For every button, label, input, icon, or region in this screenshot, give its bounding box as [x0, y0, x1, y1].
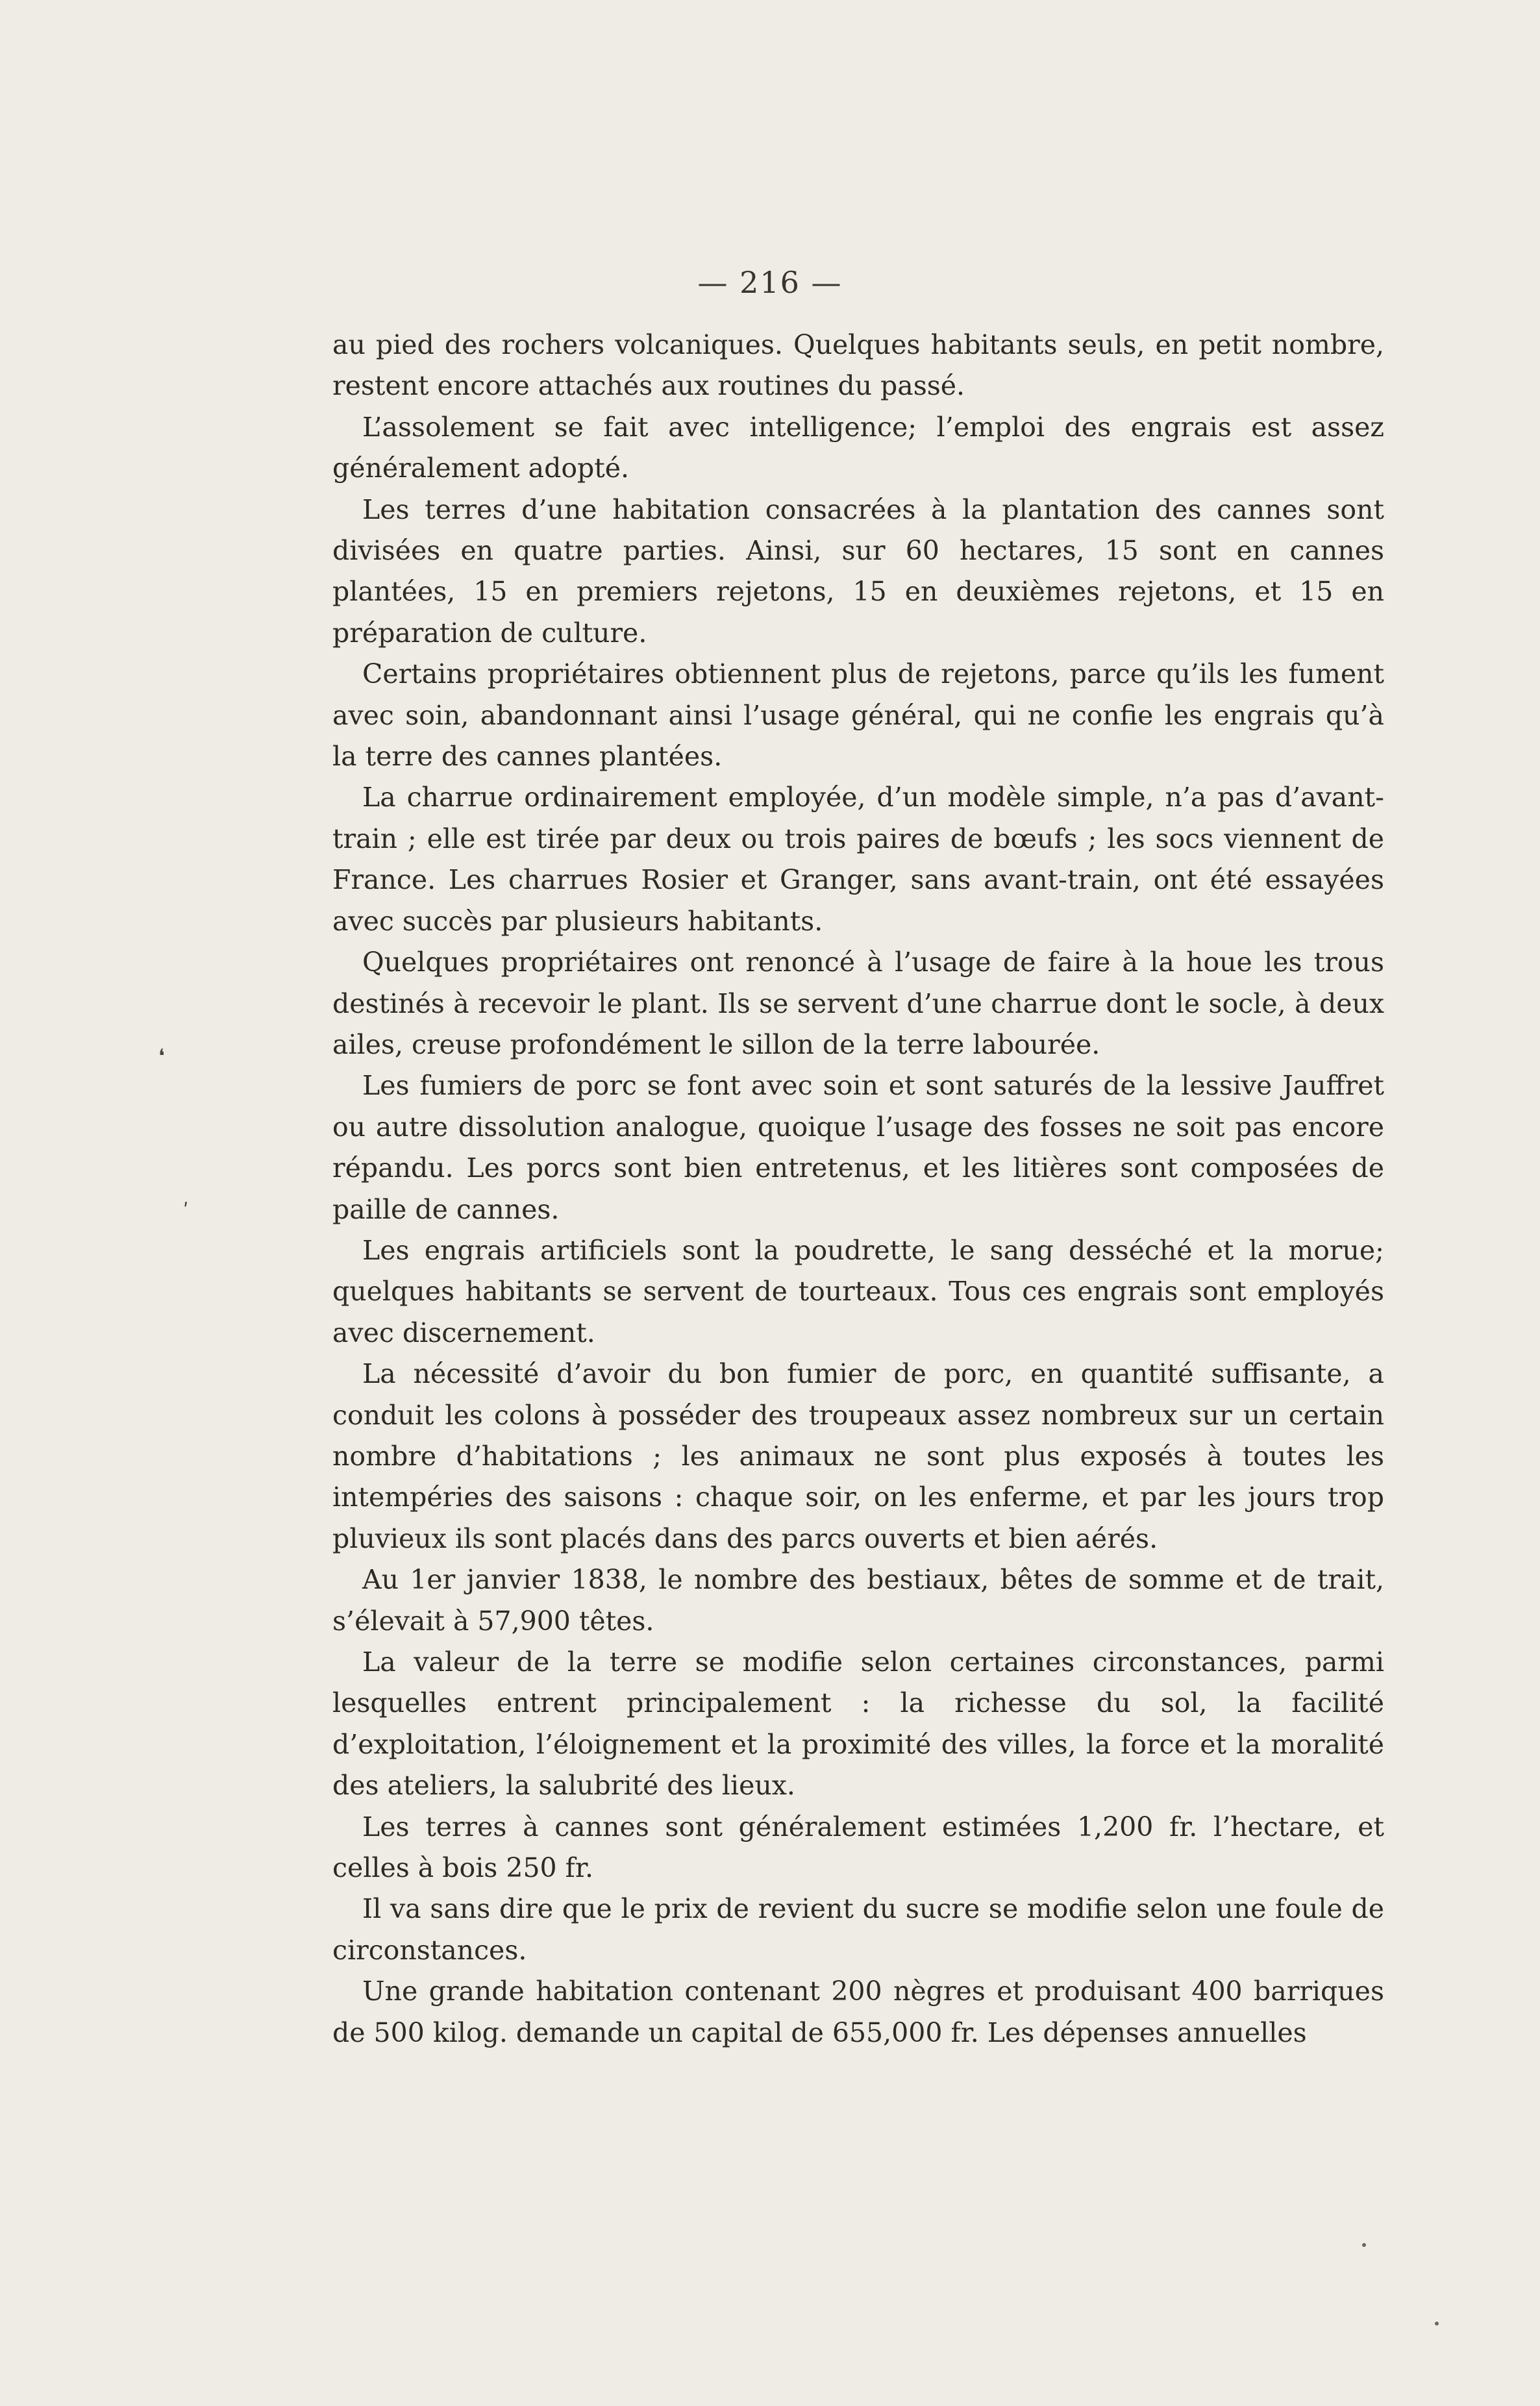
paragraph-2: L’assolement se fait avec intelligence; l’emploi des engrais est assez généralement adopté. — [332, 411, 1384, 484]
speck-1 — [1362, 2243, 1366, 2247]
paragraph-9: La nécessité d’avoir du bon fumier de porc, en quantité suffisante, a conduit les colons à posséder des troupeaux assez nombreux sur un certain nombre d’habitations ; les animaux ne sont plus exposés à toutes les intempéries des saisons : chaque soir, on les enferme, et par les jours trop pluvieux ils sont placés dans des parcs ouverts et bien aérés. — [332, 1358, 1384, 1554]
paragraph-13: Il va sans dire que le prix de revient du sucre se modifie selon une foule de circonstances. — [332, 1893, 1384, 1966]
paragraph-12: Les terres à cannes sont généralement estimées 1,200 fr. l’hectare, et celles à bois 250 fr. — [332, 1811, 1384, 1884]
paragraph-4: Certains propriétaires obtiennent plus de rejetons, parce qu’ils les fument avec soin, abandonnant ainsi l’usage général, qui ne confie les engrais qu’à la terre des cannes plantées. — [332, 658, 1384, 773]
margin-mark-2: ʹ — [183, 1200, 189, 1222]
paragraph-5: La charrue ordinairement employée, d’un modèle simple, n’a pas d’avant-train ; elle est tirée par deux ou trois paires de bœufs ; les socs viennent de France. Les charrues Rosier et Granger, sans avant-train, ont été essayées avec succès par plusieurs habitants. — [332, 782, 1384, 937]
paragraph-6: Quelques propriétaires ont renoncé à l’usage de faire à la houe les trous destinés à recevoir le plant. Ils se servent d’une charrue dont le socle, à deux ailes, creuse profondément le sillon de la terre labourée. — [332, 947, 1384, 1060]
body-text — [332, 325, 1384, 2053]
margin-mark-1: ❛ — [158, 1045, 165, 1068]
paragraph-11: La valeur de la terre se modifie selon certaines circonstances, parmi lesquelles entrent principalement : la richesse du sol, la facilité d’exploitation, l’éloignement et la proximité des villes, la force et la moralité des ateliers, la salubrité des lieux. — [332, 1646, 1384, 1802]
paragraph-7: Les fumiers de porc se font avec soin et sont saturés de la lessive Jauffret ou autre dissolution analogue, quoique l’usage des fosses ne soit pas encore répandu. Les porcs sont bien entretenus, et les litières sont composées de paille de cannes. — [332, 1070, 1384, 1225]
paragraph-3: Les terres d’une habitation consacrées à la plantation des cannes sont divisées en quatre parties. Ainsi, sur 60 hectares, 15 sont en cannes plantées, 15 en premiers rejetons, 15 en deuxièmes rejetons, et 15 en préparation de culture. — [332, 493, 1384, 649]
paragraph-14: Une grande habitation contenant 200 nègres et produisant 400 barriques de 500 kilog. demande un capital de 655,000 fr. Les dépenses annuelles — [332, 1976, 1384, 2048]
paragraph-10: Au 1er janvier 1838, le nombre des bestiaux, bêtes de somme et de trait, s’élevait à 57,900 têtes. — [332, 1564, 1384, 1637]
speck-2 — [1435, 2322, 1439, 2325]
paragraph-8: Les engrais artificiels sont la poudrette, le sang desséché et la morue; quelques habitants se servent de tourteaux. Tous ces engrais sont employés avec discernement. — [332, 1234, 1384, 1348]
paragraph-1: au pied des rochers volcaniques. Quelques habitants seuls, en petit nombre, restent encore attachés aux routines du passé. — [332, 329, 1384, 402]
page-number: — 216 — — [697, 265, 843, 300]
